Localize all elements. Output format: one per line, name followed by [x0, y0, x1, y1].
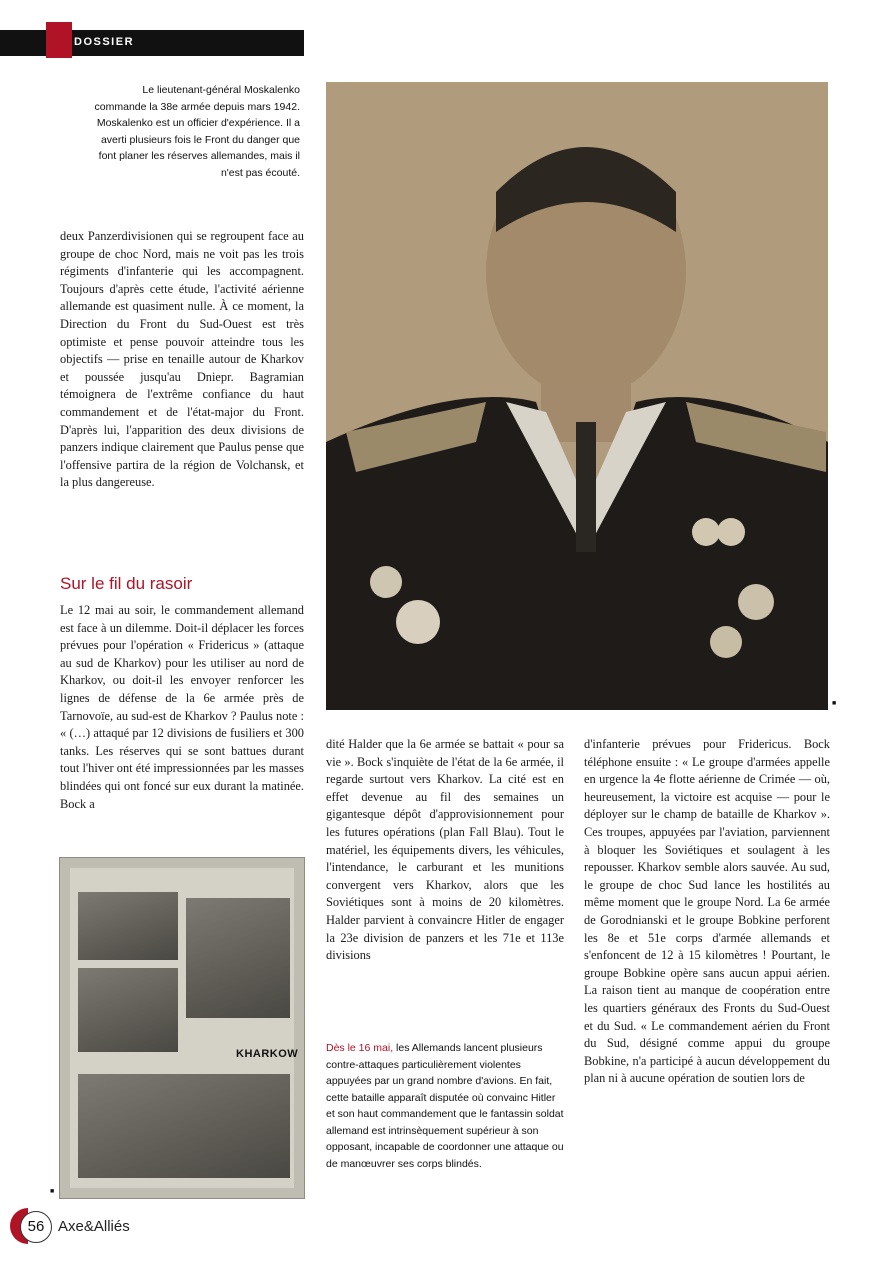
article-column-3 [584, 736, 830, 1088]
article-paragraph: dité Halder que la 6e armée se battait « pour sa vie ». Bock s'inquiète de l'état de la 6e armée, il regarde surtout vers Kharkov. La cité est en effet devenue au fil des semaines un gigantesque dépôt d'approvisionnement pour les futures opérations (plan Fall Blau). Tout le matériel, les équipements divers, les véhicules, l'intendance, le carburant et les munitions convergent vers Kharkov, alors que les Soviétiques sont à moins de 20 kilomètres. Halder parvient à convaincre Hitler de engager la 23e division de panzers et les 71e et 113e divisions [326, 737, 564, 963]
article-paragraph: deux Panzerdivisionen qui se regroupent face au groupe de choc Nord, mais ne voit pas les trois régiments d'infanterie qui les accompagnent. Toujours d'après cette étude, l'activité aérienne allemande est quasiment nulle. À ce moment, la Direction du Front du Sud-Ouest est très optimiste et pense pouvoir atteindre tous les objectifs — prise en tenaille autour de Kharkov et poussée jusqu'au Dniepr. Bagramian témoignera de l'extrême confiance du haut commandement et de l'état-major du Front. D'après lui, l'apparition des deux divisions de panzers indique clairement que Paulus pense que l'offensive partira de la région de Volchansk, et la plus dangereuse. [60, 229, 304, 490]
article-column-1b [60, 602, 304, 813]
clipping-title: KHARKOW [236, 1048, 299, 1060]
clipping-photo [186, 898, 290, 1018]
magazine-clipping-image [60, 858, 304, 1198]
article-column-2 [326, 736, 564, 965]
clipping-caption [326, 1040, 564, 1172]
clipping-caption-lead: Dès le 16 mai, [326, 1042, 394, 1054]
section-subheading: Sur le fil du rasoir [60, 574, 193, 593]
section-header-accent [46, 22, 72, 58]
portrait-photo [326, 82, 828, 710]
magazine-name: Axe&Alliés [58, 1218, 130, 1235]
page-number: 56 [20, 1211, 52, 1243]
article-paragraph: Le 12 mai au soir, le commandement allemand est face à un dilemme. Doit-il déplacer les forces prévues pour l'opération « Fridericus » (attaque au sud de Kharkov) pour les utiliser au nord de Kharkov, ou doit-il les envoyer renforcer les lignes de défense de la 6e armée près de Tarnovoïe, au sud-est de Kharkov ? Paulus note : « (…) attaqué par 12 divisions de fusiliers et 300 tanks. Les réserves qui se sont battues durant tout l'hiver ont été impressionnées par les masses blindées qui ont foncé sur eux durant la matinée. Bock a [60, 603, 304, 811]
clipping-photo [78, 968, 178, 1052]
photo-credit-mark: ■ [50, 1188, 55, 1195]
clipping-photo [78, 892, 178, 960]
clipping-photo [78, 1074, 290, 1178]
article-column-1 [60, 228, 304, 492]
article-paragraph: d'infanterie prévues pour Fridericus. Bock téléphone ensuite : « Le groupe d'armées appelle en urgence la 4e flotte aérienne de Crimée — où, heureusement, la victoire est acquise — pour le déployer sur le champ de bataille de Kharkov ». Ces troupes, appuyées par l'aviation, parviennent à bloquer les Soviétiques et soulagent à les repousser. Kharkov semble alors sauvée. Au sud, le groupe de choc Sud lance les hostilités au même moment que le groupe Nord. La 6e armée de Gorodnianski et le groupe Bobkine perforent les 8e et 51e corps d'armée allemands et s'enfoncent de 12 à 15 kilomètres ! Pourtant, le groupe Bobkine opère sans aucun appui aérien. La raison tient au manque de coopération entre les quartiers généraux des Fronts du Sud-Ouest et du Sud. « Le commandement aérien du Front du Sud, désigné comme appui du groupe Bobkine, n'a participé à aucun développement du plan ni à aucune opération de soutien lors de [584, 737, 830, 1086]
section-label: DOSSIER [74, 36, 135, 48]
photo-caption: Le lieutenant-général Moskalenko commande la 38e armée depuis mars 1942. Moskalenko est un officier d'expérience. Il a averti plusieurs fois le Front du danger que font planer les réserves allemandes, mais il n'est pas écouté. [94, 84, 300, 179]
photo-credit-mark: ■ [832, 700, 837, 707]
clipping-caption-text: les Allemands lancent plusieurs contre-attaques particulièrement violentes appuyées par un grand nombre d'avions. En fait, cette bataille apparaît disputée où convainc Hitler et son haut commandement que le fantassin soldat allemand est intrinsèquement supérieur à son opposant, incapable de coordonner une attaque ou de manœuvrer ses corps blindés. [326, 1042, 564, 1170]
